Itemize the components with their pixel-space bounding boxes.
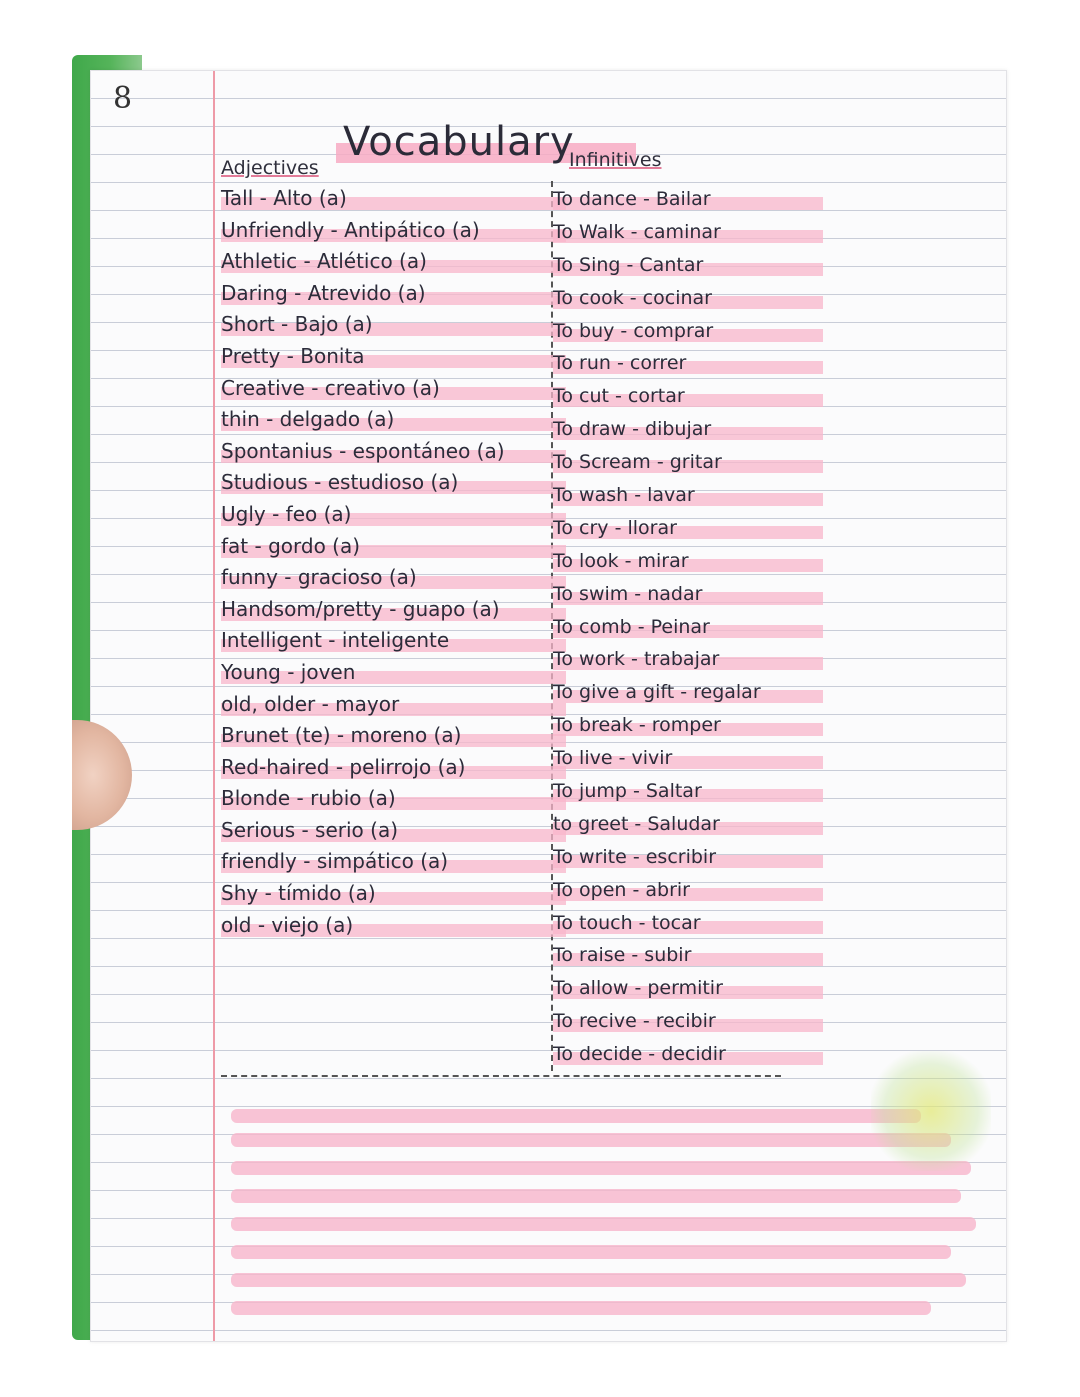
adjective-text: Ugly - feo (a) xyxy=(221,501,352,526)
adjective-text: Daring - Atrevido (a) xyxy=(221,280,426,305)
infinitive-text: To Sing - Cantar xyxy=(553,253,704,276)
highlight-stripe xyxy=(231,1217,976,1231)
infinitive-text: To Scream - gritar xyxy=(553,451,722,474)
page-number: 8 xyxy=(113,81,133,116)
infinitive-item xyxy=(553,249,823,282)
infinitive-item xyxy=(553,841,823,874)
adjective-text: Pretty - Bonita xyxy=(221,343,365,368)
margin-line xyxy=(213,71,215,1341)
adjective-text: Blonde - rubio (a) xyxy=(221,786,396,811)
adjective-item xyxy=(221,215,566,247)
infinitive-text: To work - trabajar xyxy=(553,648,720,671)
infinitive-text: To live - vivir xyxy=(553,747,673,770)
adjective-text: old - viejo (a) xyxy=(221,912,354,937)
highlight-stripe xyxy=(231,1161,971,1175)
infinitive-text: To wash - lavar xyxy=(553,484,695,507)
adjective-text: Athletic - Atlético (a) xyxy=(221,249,427,274)
yellow-stain xyxy=(871,1051,991,1171)
infinitive-text: To dance - Bailar xyxy=(553,188,711,210)
infinitive-item xyxy=(553,709,823,742)
adjective-item xyxy=(221,689,566,721)
infinitive-item xyxy=(553,347,823,380)
highlight-stripe xyxy=(231,1301,931,1315)
infinitive-text: to greet - Saludar xyxy=(553,812,720,835)
infinitive-text: To break - romper xyxy=(553,714,721,737)
infinitive-item xyxy=(553,446,823,479)
highlight-stripe xyxy=(231,1189,961,1203)
infinitive-item xyxy=(553,183,823,216)
adjective-text: Tall - Alto (a) xyxy=(221,186,347,210)
infinitives-list xyxy=(553,183,823,1071)
infinitive-text: To raise - subir xyxy=(553,944,692,967)
infinitive-item xyxy=(553,315,823,348)
notebook-page xyxy=(90,70,1007,1342)
infinitive-item xyxy=(553,939,823,972)
infinitive-text: To open - abrir xyxy=(553,878,690,901)
infinitive-item xyxy=(553,413,823,446)
infinitive-item xyxy=(553,1005,823,1038)
infinitive-text: To decide - decidir xyxy=(553,1043,726,1066)
infinitive-item xyxy=(553,512,823,545)
infinitive-text: To recive - recibir xyxy=(553,1010,716,1033)
adjective-item xyxy=(221,278,566,310)
adjective-text: Studious - estudioso (a) xyxy=(221,470,459,495)
adjective-item xyxy=(221,341,566,373)
infinitive-item xyxy=(553,216,823,249)
infinitive-text: To draw - dibujar xyxy=(553,418,712,441)
infinitive-item xyxy=(553,545,823,578)
adjective-text: Unfriendly - Antipático (a) xyxy=(221,217,480,242)
infinitive-text: To run - correr xyxy=(553,352,687,375)
adjective-text: friendly - simpático (a) xyxy=(221,849,449,874)
infinitive-item xyxy=(553,282,823,315)
infinitive-text: To write - escribir xyxy=(553,845,717,868)
adjective-item xyxy=(221,436,566,468)
adjective-item xyxy=(221,309,566,341)
adjective-item xyxy=(221,183,566,215)
adjective-text: Creative - creativo (a) xyxy=(221,375,440,400)
infinitive-text: To cook - cocinar xyxy=(553,286,712,309)
adjective-item xyxy=(221,562,566,594)
adjective-text: Serious - serio (a) xyxy=(221,817,399,842)
adjective-text: Intelligent - inteligente xyxy=(221,628,450,653)
adjective-item xyxy=(221,815,566,847)
adjective-item xyxy=(221,910,566,942)
adjective-text: fat - gordo (a) xyxy=(221,533,361,558)
infinitive-text: To touch - tocar xyxy=(553,911,701,934)
adjective-text: Shy - tímido (a) xyxy=(221,881,376,906)
adjective-item xyxy=(221,246,566,278)
adjective-text: old, older - mayor xyxy=(221,691,400,716)
adjective-item xyxy=(221,594,566,626)
infinitive-text: To allow - permitir xyxy=(553,977,723,1000)
infinitive-item xyxy=(553,676,823,709)
adjective-item xyxy=(221,752,566,784)
infinitive-item xyxy=(553,380,823,413)
infinitive-item xyxy=(553,907,823,940)
adjective-text: Young - joven xyxy=(221,659,356,684)
infinitive-item xyxy=(553,874,823,907)
infinitive-text: To Walk - caminar xyxy=(553,220,721,243)
adjective-item xyxy=(221,657,566,689)
adjective-item xyxy=(221,499,566,531)
infinitive-text: To look - mirar xyxy=(553,549,689,572)
infinitive-text: To cut - cortar xyxy=(553,385,685,408)
adjective-item xyxy=(221,467,566,499)
highlight-stripe xyxy=(231,1109,921,1123)
adjective-item xyxy=(221,846,566,878)
highlight-stripe xyxy=(231,1273,966,1287)
adjective-text: thin - delgado (a) xyxy=(221,407,395,432)
adjective-item xyxy=(221,373,566,405)
adjectives-heading: Adjectives xyxy=(221,157,319,179)
infinitive-item xyxy=(553,479,823,512)
infinitive-item xyxy=(553,808,823,841)
highlight-stripe xyxy=(231,1245,951,1259)
adjective-item xyxy=(221,783,566,815)
infinitive-item xyxy=(553,742,823,775)
infinitive-item xyxy=(553,972,823,1005)
infinitive-text: To jump - Saltar xyxy=(553,780,702,803)
infinitive-text: To comb - Peinar xyxy=(553,615,710,638)
adjective-item xyxy=(221,878,566,910)
page-title: Vocabulary xyxy=(343,119,575,165)
adjective-text: Red-haired - pelirrojo (a) xyxy=(221,754,466,779)
infinitive-item xyxy=(553,775,823,808)
highlight-stripe xyxy=(231,1133,951,1147)
adjective-text: funny - gracioso (a) xyxy=(221,565,417,590)
infinitive-text: To give a gift - regalar xyxy=(553,681,761,704)
adjective-text: Brunet (te) - moreno (a) xyxy=(221,723,462,748)
adjective-text: Spontanius - espontáneo (a) xyxy=(221,438,505,463)
infinitive-item xyxy=(553,1038,823,1071)
infinitive-text: To swim - nadar xyxy=(553,582,703,605)
infinitive-item xyxy=(553,643,823,676)
adjective-item xyxy=(221,625,566,657)
infinitive-item xyxy=(553,611,823,644)
infinitives-heading: Infinitives xyxy=(569,149,662,171)
adjective-text: Short - Bajo (a) xyxy=(221,312,373,337)
adjective-text: Handsom/pretty - guapo (a) xyxy=(221,596,500,621)
adjectives-list xyxy=(221,183,566,941)
infinitive-text: To cry - llorar xyxy=(553,516,677,539)
adjective-item xyxy=(221,404,566,436)
adjective-item xyxy=(221,720,566,752)
infinitive-text: To buy - comprar xyxy=(553,319,714,342)
adjective-item xyxy=(221,531,566,563)
bottom-dashed-line xyxy=(221,1075,781,1077)
infinitive-item xyxy=(553,578,823,611)
